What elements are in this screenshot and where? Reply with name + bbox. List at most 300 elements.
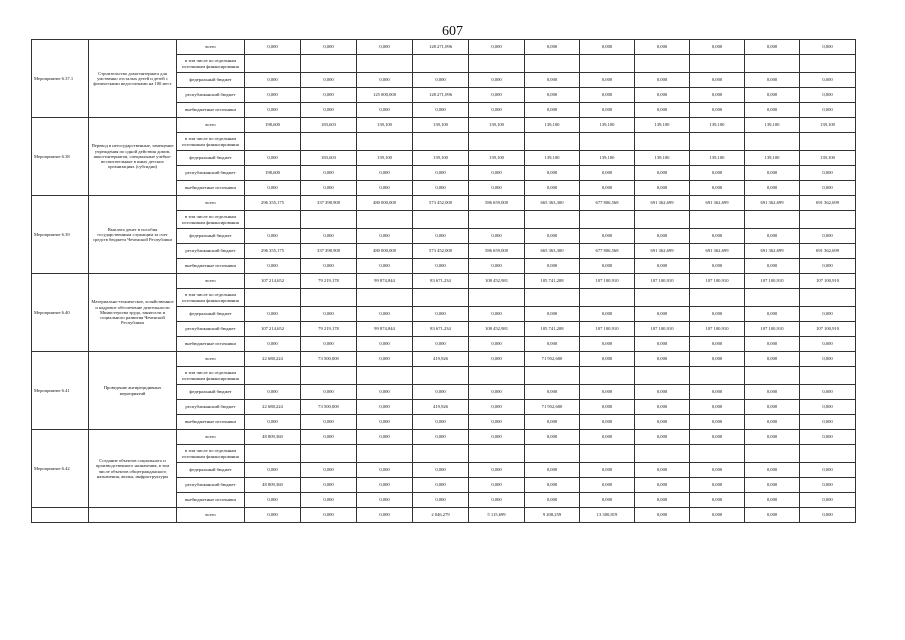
- value-cell: [469, 55, 525, 73]
- value-cell: 0,000: [357, 430, 413, 445]
- value-cell: [413, 367, 469, 385]
- value-cell: 183,603: [301, 118, 357, 133]
- value-cell: 0,000: [800, 430, 856, 445]
- value-cell: 0,000: [413, 337, 469, 352]
- value-cell: 0,000: [301, 166, 357, 181]
- value-cell: 0,000: [745, 415, 800, 430]
- value-cell: 0,000: [525, 307, 580, 322]
- value-cell: 0,000: [357, 478, 413, 493]
- value-cell: 107 100,910: [635, 274, 690, 289]
- funding-source-cell: всего: [177, 352, 245, 367]
- value-cell: 0,000: [800, 415, 856, 430]
- measure-description-cell: Строительство дома-интерната для умственно отсталых детей и детей с физическими недостатками на 100 мест: [89, 40, 177, 118]
- value-cell: 0,000: [245, 337, 301, 352]
- value-cell: 0,000: [469, 307, 525, 322]
- value-cell: 125 000,000: [357, 88, 413, 103]
- value-cell: [357, 55, 413, 73]
- value-cell: 79 219,178: [301, 274, 357, 289]
- value-cell: 0,000: [301, 73, 357, 88]
- value-cell: 0,000: [357, 415, 413, 430]
- funding-source-cell: всего: [177, 196, 245, 211]
- value-cell: 0,000: [745, 430, 800, 445]
- value-cell: 0,000: [580, 352, 635, 367]
- value-cell: 108 452,981: [469, 274, 525, 289]
- measure-description-cell: Создание объектов социального и производственного назначения, в том числе объектов общегражданского назначения, жилья, инфраструктуры: [89, 430, 177, 508]
- value-cell: 586 659,000: [469, 244, 525, 259]
- value-cell: 107 100,910: [745, 274, 800, 289]
- value-cell: 0,000: [413, 463, 469, 478]
- value-cell: 0,000: [469, 181, 525, 196]
- value-cell: 0,000: [635, 229, 690, 244]
- value-cell: 0,000: [301, 181, 357, 196]
- value-cell: 0,000: [745, 493, 800, 508]
- value-cell: [525, 367, 580, 385]
- value-cell: [800, 133, 856, 151]
- value-cell: 0,000: [580, 40, 635, 55]
- value-cell: 107 100,910: [800, 322, 856, 337]
- value-cell: 0,000: [357, 73, 413, 88]
- value-cell: [800, 289, 856, 307]
- value-cell: 0,000: [580, 73, 635, 88]
- value-cell: 0,000: [469, 88, 525, 103]
- value-cell: 0,000: [469, 493, 525, 508]
- value-cell: 107 100,910: [690, 322, 745, 337]
- value-cell: 5 115,699: [469, 508, 525, 523]
- value-cell: [690, 289, 745, 307]
- value-cell: 0,000: [580, 88, 635, 103]
- value-cell: 139,100: [580, 151, 635, 166]
- value-cell: 0,000: [469, 337, 525, 352]
- value-cell: 0,000: [800, 463, 856, 478]
- value-cell: 0,000: [525, 385, 580, 400]
- value-cell: [580, 133, 635, 151]
- funding-source-cell: в том числе по отдельным источникам финансирования: [177, 445, 245, 463]
- page-number: 607: [442, 24, 463, 39]
- value-cell: [745, 55, 800, 73]
- value-cell: [245, 367, 301, 385]
- value-cell: [690, 133, 745, 151]
- value-cell: 0,000: [525, 493, 580, 508]
- value-cell: 480 000,000: [357, 244, 413, 259]
- value-cell: 139,100: [469, 118, 525, 133]
- value-cell: 107 100,910: [580, 274, 635, 289]
- value-cell: 0,000: [745, 337, 800, 352]
- value-cell: [800, 445, 856, 463]
- value-cell: 0,000: [301, 385, 357, 400]
- value-cell: 48 809,360: [245, 430, 301, 445]
- value-cell: 0,000: [745, 259, 800, 274]
- value-cell: 0,000: [301, 493, 357, 508]
- value-cell: 691 362,699: [635, 196, 690, 211]
- value-cell: [525, 445, 580, 463]
- value-cell: 22 688,224: [245, 352, 301, 367]
- value-cell: 0,000: [357, 385, 413, 400]
- value-cell: 0,000: [690, 307, 745, 322]
- value-cell: 0,000: [469, 478, 525, 493]
- value-cell: 0,000: [245, 259, 301, 274]
- funding-source-cell: внебюджетные источники: [177, 103, 245, 118]
- value-cell: 480 000,000: [357, 196, 413, 211]
- value-cell: 139,100: [800, 151, 856, 166]
- value-cell: 0,000: [301, 103, 357, 118]
- value-cell: 0,000: [690, 400, 745, 415]
- value-cell: 0,000: [245, 385, 301, 400]
- funding-source-cell: всего: [177, 274, 245, 289]
- value-cell: [301, 133, 357, 151]
- value-cell: [800, 211, 856, 229]
- value-cell: 0,000: [745, 103, 800, 118]
- value-cell: 0,000: [357, 259, 413, 274]
- funding-source-cell: республиканский бюджет: [177, 478, 245, 493]
- value-cell: 0,000: [525, 415, 580, 430]
- value-cell: 73 500,000: [301, 400, 357, 415]
- value-cell: 0,000: [745, 181, 800, 196]
- value-cell: 0,000: [245, 508, 301, 523]
- funding-source-cell: внебюджетные источники: [177, 415, 245, 430]
- value-cell: 108 452,981: [469, 322, 525, 337]
- value-cell: 0,000: [635, 430, 690, 445]
- funding-source-cell: федеральный бюджет: [177, 229, 245, 244]
- value-cell: 0,000: [745, 307, 800, 322]
- value-cell: 0,000: [357, 337, 413, 352]
- value-cell: 0,000: [580, 229, 635, 244]
- funding-source-cell: всего: [177, 508, 245, 523]
- value-cell: 0,000: [580, 430, 635, 445]
- funding-source-cell: внебюджетные источники: [177, 493, 245, 508]
- value-cell: [745, 133, 800, 151]
- value-cell: 573 452,000: [413, 196, 469, 211]
- value-cell: 0,000: [525, 40, 580, 55]
- value-cell: 83 671,234: [413, 322, 469, 337]
- value-cell: 0,000: [580, 307, 635, 322]
- value-cell: 0,000: [245, 415, 301, 430]
- value-cell: 691 362,699: [800, 244, 856, 259]
- value-cell: 337 398,900: [301, 244, 357, 259]
- value-cell: [800, 55, 856, 73]
- value-cell: 48 809,360: [245, 478, 301, 493]
- value-cell: [357, 289, 413, 307]
- value-cell: 691 362,699: [745, 196, 800, 211]
- value-cell: 0,000: [745, 400, 800, 415]
- value-cell: [301, 289, 357, 307]
- value-cell: 0,000: [357, 166, 413, 181]
- value-cell: 0,000: [690, 508, 745, 523]
- value-cell: 0,000: [357, 508, 413, 523]
- value-cell: 0,000: [301, 307, 357, 322]
- value-cell: 0,000: [245, 307, 301, 322]
- value-cell: 0,000: [580, 478, 635, 493]
- value-cell: 128 271,096: [413, 88, 469, 103]
- measure-id-cell: Мероприятие 6.37.1: [32, 40, 89, 118]
- funding-source-cell: в том числе по отдельным источникам финансирования: [177, 211, 245, 229]
- value-cell: 0,000: [525, 229, 580, 244]
- funding-source-cell: федеральный бюджет: [177, 151, 245, 166]
- value-cell: 183,603: [301, 151, 357, 166]
- value-cell: [469, 289, 525, 307]
- value-cell: 0,000: [800, 352, 856, 367]
- value-cell: 0,000: [301, 415, 357, 430]
- value-cell: 0,000: [690, 463, 745, 478]
- funding-source-cell: внебюджетные источники: [177, 337, 245, 352]
- value-cell: 0,000: [745, 508, 800, 523]
- table-row: [32, 352, 856, 367]
- value-cell: 0,000: [635, 88, 690, 103]
- measure-description-cell: Выплата денег в пособия государственным служащим за счет средств бюджета Чеченской Республики: [89, 196, 177, 274]
- value-cell: 0,000: [690, 478, 745, 493]
- table-row: [32, 508, 856, 523]
- value-cell: 0,000: [413, 73, 469, 88]
- funding-source-cell: федеральный бюджет: [177, 463, 245, 478]
- value-cell: 0,000: [469, 463, 525, 478]
- measure-id-cell: Мероприятие 6.38: [32, 118, 89, 196]
- value-cell: 0,000: [580, 103, 635, 118]
- value-cell: 0,000: [413, 103, 469, 118]
- value-cell: 139,100: [525, 151, 580, 166]
- value-cell: 296 355,175: [245, 196, 301, 211]
- value-cell: 0,000: [469, 166, 525, 181]
- table-row: [32, 118, 856, 133]
- value-cell: 0,000: [690, 415, 745, 430]
- value-cell: 0,000: [800, 103, 856, 118]
- value-cell: 0,000: [800, 307, 856, 322]
- funding-source-cell: республиканский бюджет: [177, 322, 245, 337]
- value-cell: [245, 445, 301, 463]
- value-cell: 107 100,910: [580, 322, 635, 337]
- value-cell: 0,000: [301, 40, 357, 55]
- value-cell: 0,000: [301, 337, 357, 352]
- value-cell: 0,000: [413, 166, 469, 181]
- value-cell: 0,000: [800, 166, 856, 181]
- value-cell: 0,000: [635, 166, 690, 181]
- value-cell: 0,000: [745, 478, 800, 493]
- value-cell: 0,000: [357, 352, 413, 367]
- funding-source-cell: федеральный бюджет: [177, 73, 245, 88]
- funding-source-cell: республиканский бюджет: [177, 244, 245, 259]
- funding-source-cell: всего: [177, 118, 245, 133]
- value-cell: 198,600: [245, 118, 301, 133]
- value-cell: 0,000: [525, 337, 580, 352]
- value-cell: [245, 55, 301, 73]
- measure-description-cell: Материально-техническое, хозяйственное и кадровое обеспечение деятельности Министерства труда, занятости и социального развития Чеченской Республики: [89, 274, 177, 352]
- value-cell: [635, 55, 690, 73]
- funding-source-cell: всего: [177, 430, 245, 445]
- value-cell: 665 363,300: [525, 196, 580, 211]
- value-cell: 0,000: [245, 493, 301, 508]
- funding-source-cell: республиканский бюджет: [177, 400, 245, 415]
- value-cell: [245, 289, 301, 307]
- value-cell: [413, 445, 469, 463]
- value-cell: [690, 55, 745, 73]
- value-cell: 0,000: [580, 385, 635, 400]
- value-cell: 0,000: [413, 493, 469, 508]
- value-cell: [635, 289, 690, 307]
- measure-id-cell: Мероприятие 6.39: [32, 196, 89, 274]
- value-cell: 419,926: [413, 400, 469, 415]
- value-cell: 691 362,699: [745, 244, 800, 259]
- value-cell: 0,000: [245, 73, 301, 88]
- value-cell: 0,000: [690, 385, 745, 400]
- value-cell: 99 874,844: [357, 274, 413, 289]
- funding-source-cell: федеральный бюджет: [177, 385, 245, 400]
- measure-id-cell: [32, 508, 89, 523]
- value-cell: 0,000: [635, 385, 690, 400]
- value-cell: [745, 211, 800, 229]
- value-cell: 691 362,699: [800, 196, 856, 211]
- value-cell: [413, 133, 469, 151]
- value-cell: [245, 133, 301, 151]
- value-cell: 139,100: [690, 118, 745, 133]
- value-cell: 0,000: [745, 385, 800, 400]
- value-cell: 0,000: [635, 259, 690, 274]
- value-cell: 0,000: [690, 40, 745, 55]
- value-cell: 0,000: [690, 337, 745, 352]
- value-cell: 0,000: [800, 181, 856, 196]
- value-cell: 79 219,178: [301, 322, 357, 337]
- value-cell: 0,000: [635, 415, 690, 430]
- value-cell: 0,000: [690, 166, 745, 181]
- value-cell: 0,000: [800, 259, 856, 274]
- value-cell: 0,000: [245, 40, 301, 55]
- value-cell: 0,000: [635, 400, 690, 415]
- funding-source-cell: республиканский бюджет: [177, 166, 245, 181]
- value-cell: [469, 211, 525, 229]
- value-cell: [525, 289, 580, 307]
- value-cell: [745, 445, 800, 463]
- value-cell: 0,000: [635, 352, 690, 367]
- value-cell: 0,000: [413, 307, 469, 322]
- value-cell: 0,000: [800, 88, 856, 103]
- value-cell: 0,000: [690, 181, 745, 196]
- value-cell: 0,000: [690, 259, 745, 274]
- value-cell: 0,000: [301, 463, 357, 478]
- value-cell: 0,000: [745, 352, 800, 367]
- value-cell: 0,000: [580, 463, 635, 478]
- value-cell: 0,000: [635, 337, 690, 352]
- value-cell: 0,000: [525, 463, 580, 478]
- value-cell: 107 214,652: [245, 274, 301, 289]
- value-cell: 0,000: [245, 463, 301, 478]
- value-cell: 0,000: [745, 73, 800, 88]
- value-cell: 139,100: [413, 151, 469, 166]
- value-cell: 0,000: [301, 259, 357, 274]
- funding-source-cell: в том числе по отдельным источникам финансирования: [177, 133, 245, 151]
- value-cell: [469, 133, 525, 151]
- funding-source-cell: в том числе по отдельным источникам финансирования: [177, 289, 245, 307]
- value-cell: 296 355,175: [245, 244, 301, 259]
- value-cell: 0,000: [800, 229, 856, 244]
- value-cell: 0,000: [580, 415, 635, 430]
- measure-description-cell: Проведение антирецидивных мероприятий: [89, 352, 177, 430]
- value-cell: 0,000: [245, 88, 301, 103]
- value-cell: 0,000: [357, 400, 413, 415]
- value-cell: 0,000: [301, 430, 357, 445]
- value-cell: 0,000: [301, 229, 357, 244]
- value-cell: 0,000: [469, 259, 525, 274]
- funding-source-cell: в том числе по отдельным источникам финансирования: [177, 367, 245, 385]
- value-cell: 198,600: [245, 166, 301, 181]
- value-cell: 107 100,910: [745, 322, 800, 337]
- value-cell: 0,000: [635, 40, 690, 55]
- value-cell: [580, 55, 635, 73]
- value-cell: 139,100: [525, 118, 580, 133]
- value-cell: 0,000: [745, 40, 800, 55]
- value-cell: 139,100: [635, 151, 690, 166]
- value-cell: [357, 367, 413, 385]
- funding-source-cell: внебюджетные источники: [177, 181, 245, 196]
- value-cell: 0,000: [413, 181, 469, 196]
- value-cell: 0,000: [413, 229, 469, 244]
- value-cell: 665 363,300: [525, 244, 580, 259]
- value-cell: 0,000: [245, 181, 301, 196]
- value-cell: [301, 211, 357, 229]
- value-cell: [580, 367, 635, 385]
- value-cell: 0,000: [357, 463, 413, 478]
- value-cell: 0,000: [635, 307, 690, 322]
- value-cell: 691 362,699: [690, 196, 745, 211]
- value-cell: 139,100: [357, 151, 413, 166]
- value-cell: 0,000: [469, 40, 525, 55]
- value-cell: 107 100,910: [690, 274, 745, 289]
- value-cell: 573 452,000: [413, 244, 469, 259]
- value-cell: 0,000: [357, 103, 413, 118]
- value-cell: 0,000: [525, 103, 580, 118]
- value-cell: 13 300,819: [580, 508, 635, 523]
- value-cell: [690, 211, 745, 229]
- value-cell: 0,000: [690, 103, 745, 118]
- value-cell: 71 952,600: [525, 400, 580, 415]
- value-cell: 139,100: [690, 151, 745, 166]
- value-cell: 0,000: [800, 337, 856, 352]
- table-row: [32, 430, 856, 445]
- value-cell: 0,000: [580, 337, 635, 352]
- value-cell: [745, 367, 800, 385]
- value-cell: 139,100: [580, 118, 635, 133]
- value-cell: 0,000: [690, 229, 745, 244]
- value-cell: 0,000: [635, 508, 690, 523]
- value-cell: [525, 211, 580, 229]
- value-cell: 0,000: [413, 385, 469, 400]
- value-cell: 107 100,910: [635, 322, 690, 337]
- value-cell: 0,000: [413, 415, 469, 430]
- value-cell: 691 362,699: [690, 244, 745, 259]
- value-cell: 677 806,568: [580, 196, 635, 211]
- value-cell: 139,100: [635, 118, 690, 133]
- value-cell: 0,000: [525, 166, 580, 181]
- value-cell: 0,000: [245, 103, 301, 118]
- value-cell: 0,000: [580, 166, 635, 181]
- value-cell: 0,000: [690, 430, 745, 445]
- measure-id-cell: Мероприятие 6.41: [32, 352, 89, 430]
- value-cell: 0,000: [469, 430, 525, 445]
- value-cell: 0,000: [635, 493, 690, 508]
- table-row: [32, 274, 856, 289]
- value-cell: [245, 211, 301, 229]
- value-cell: [525, 55, 580, 73]
- value-cell: 71 952,600: [525, 352, 580, 367]
- value-cell: 139,100: [745, 118, 800, 133]
- value-cell: 0,000: [469, 352, 525, 367]
- value-cell: 105 741,208: [525, 274, 580, 289]
- value-cell: 0,000: [800, 400, 856, 415]
- value-cell: [413, 55, 469, 73]
- budget-table: [31, 39, 856, 523]
- value-cell: 0,000: [800, 478, 856, 493]
- value-cell: 0,000: [469, 400, 525, 415]
- value-cell: 107 100,910: [800, 274, 856, 289]
- value-cell: 107 214,652: [245, 322, 301, 337]
- value-cell: 0,000: [800, 40, 856, 55]
- value-cell: 0,000: [469, 229, 525, 244]
